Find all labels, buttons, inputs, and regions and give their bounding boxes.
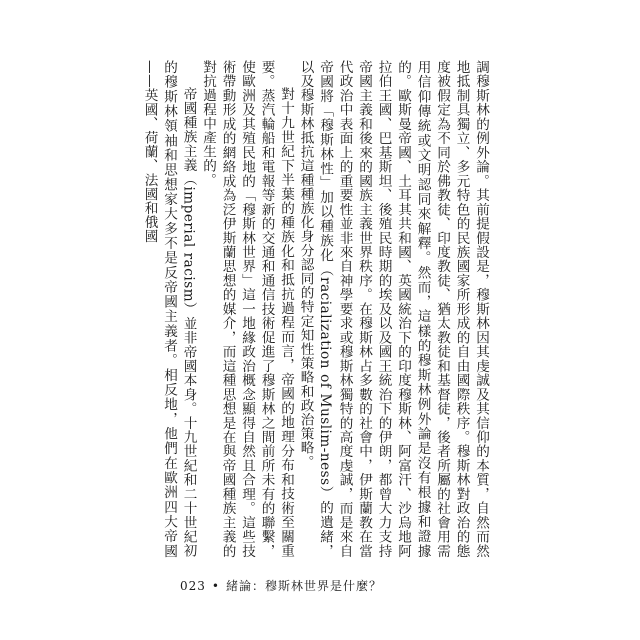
body-text [141, 60, 490, 558]
paragraph-1: 調穆斯林的例外論。其前提假設是，穆斯林因其虔誠及其信仰的本質，自然而然地抵制具獨立、多元特色的民族國家所形成的自由國際秩序。穆斯林對政治的態度被假定為不同於佛教徒、印度教徒、猶太教徒和基督徒，後者所屬的社會用需用信仰傳統或文明認同來解釋。然而，這樣的穆斯林例外論是沒有根據和證據的。歐斯曼帝國、土耳其共和國、英國統治下的印度穆斯林、阿富汗、沙烏地阿拉伯王國、巴基斯坦、後殖民時期的埃及以及國王統治下的伊朗，都曾大力支持帝國主義和後來的國族主義世界秩序。在穆斯林占多數的社會中，伊斯蘭教在當代政治中表面上的重要性並非來自神學要求或穆斯林獨特的高度虔誠，而是來自帝國將「穆斯林性」加以種族化（racialization of Muslim-ness）的遺緒，以及穆斯林抵抗這種種族化身分認同的特定知性策略和政治策略。 [297, 60, 489, 558]
page-footer [180, 577, 382, 594]
chapter-title: 緒論：穆斯林世界是什麼？ [225, 579, 382, 593]
paragraph-3: 帝國種族主義（imperial racism）並非帝國本身。十九世紀和二十世紀初的穆斯林領袖和思想家大多不是反帝國主義者。相反地，他們在歐洲四大帝國——英國、荷蘭、法國和俄國 [141, 60, 197, 558]
footer-separator: • [211, 579, 220, 593]
page-number: 023 [180, 579, 206, 593]
paragraph-2: 對十九世紀下半葉的種族化和抵抗過程而言，帝國的地理分布和技術至關重要。蒸汽輪船和電報等新的交通和通信技術促進了穆斯林之間前所未有的聯繫，使歐洲及其殖民地的「穆斯林世界」這一地緣政治概念顯得自然且合理。這些技術帶動形成的網絡成為泛伊斯蘭思想的媒介，而這種思想是在與帝國種族主義的對抗過程中產生的。 [200, 60, 294, 558]
